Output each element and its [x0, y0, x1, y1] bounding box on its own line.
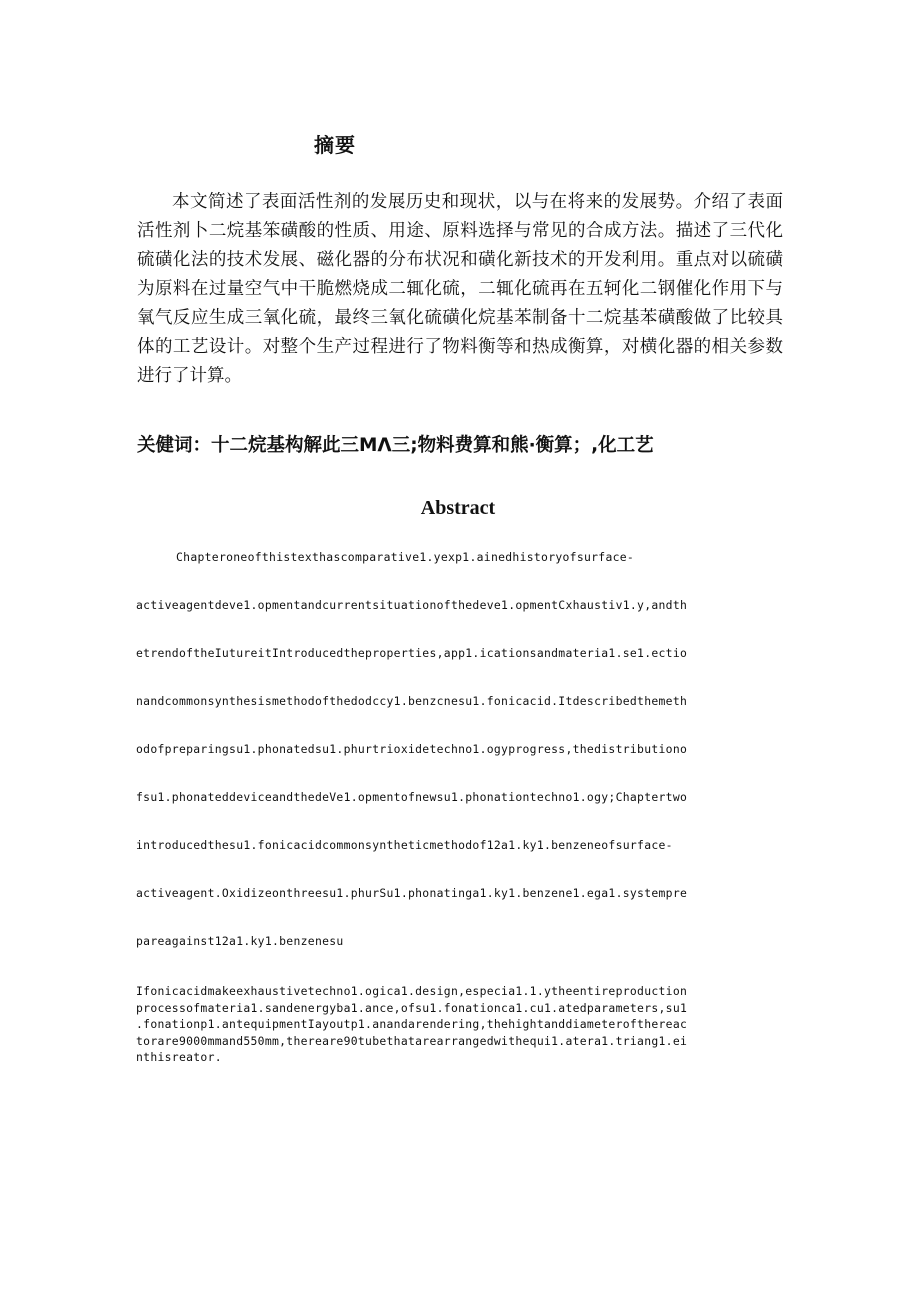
english-abstract-line: fsu1.phonateddeviceandthedeVe1.opmentofnewsu1.phonationtechno1.ogy;Chaptertwo — [136, 790, 688, 804]
english-abstract-title: Abstract — [420, 497, 496, 519]
english-abstract-line: pareagainst12a1.ky1.benzenesu — [136, 934, 344, 948]
english-abstract-line: etrendoftheIutureitIntroducedtheproperties,app1.icationsandmateria1.se1.ectio — [136, 646, 688, 660]
english-abstract-line: Chapteroneofthistexthascomparative1.yexp1.ainedhistoryofsurface- — [176, 550, 635, 564]
chinese-keywords: 关健词：十二烷基构解此三MΛ三;物料费算和熊·衡算；,化工艺 — [137, 435, 654, 456]
english-abstract-line: odofpreparingsu1.phonatedsu1.phurtrioxidetechno1.ogyprogress,thedistributiono — [136, 742, 688, 756]
english-abstract-line: nandcommonsynthesismethodofthedodccy1.benzcnesu1.fonicacid.Itdescribedthemeth — [136, 694, 688, 708]
english-abstract-continuation: Ifonicacidmakeexhaustivetechno1.ogica1.design,especia1.1.ytheentireproduction processofmateria1.sandenergyba1.ance,ofsu1.fonationca1.cu1.atedparameters,su1 .fonationp1.antequipmentIayoutp1.anandarendering,thehightanddiameterofthereac torare9000mmand550mm,thereare90tubethatarearrangedwithequi1.atera1.triang1.ei nthisreator. — [136, 984, 688, 1064]
chinese-abstract-body: 本文简述了表面活性剂的发展历史和现状，以与在将来的发展势。介绍了表面活性剂卜二烷基笨磺酸的性质、用途、原料选择与常见的合成方法。描述了三代化硫磺化法的技术发展、磁化器的分布状况和磺化新技术的开发利用。重点对以硫磺为原料在过量空气中干脆燃烧成二辄化硫，二辄化硫再在五轲化二钢催化作用下与氧气反应生成三氧化硫，最终三氧化硫磺化烷基苯制备十二烷基苯磺酸做了比较具体的工艺设计。对整个生产过程进行了物料衡等和热成衡算，对横化器的相关参数进行了计算。 — [137, 192, 783, 386]
english-abstract-line: activeagent.Oxidizeonthreesu1.phurSu1.phonatinga1.ky1.benzene1.ega1.systempre — [136, 886, 688, 900]
chinese-abstract-title: 摘要 — [314, 133, 356, 157]
english-abstract-line: activeagentdeve1.opmentandcurrentsituationofthedeve1.opmentCxhaustiv1.y,andth — [136, 598, 688, 612]
english-abstract-line: introducedthesu1.fonicacidcommonsyntheticmethodof12a1.ky1.benzeneofsurface- — [136, 838, 673, 852]
